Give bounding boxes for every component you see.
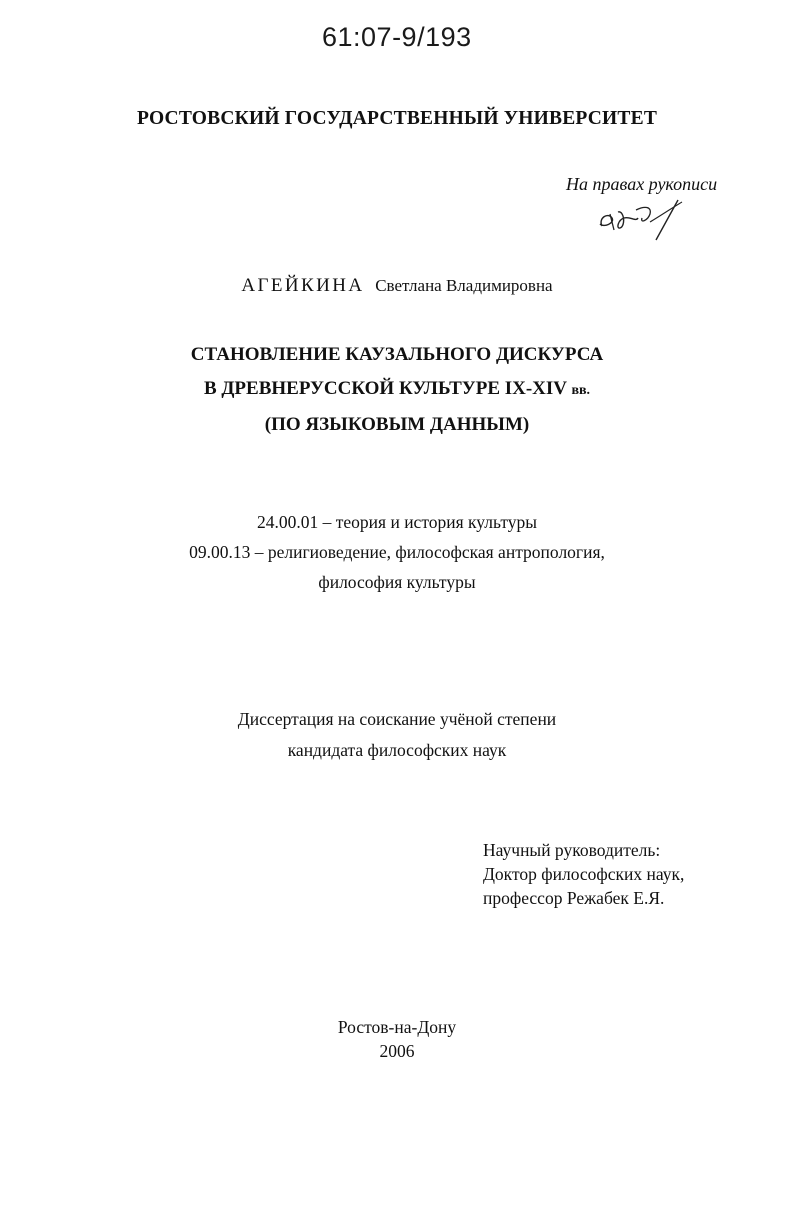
specialty-codes bbox=[0, 507, 794, 597]
degree-line: Диссертация на соискание учёной степени bbox=[237, 709, 557, 729]
supervisor-line: Научный руководитель: bbox=[483, 840, 661, 860]
author-name bbox=[0, 275, 794, 297]
degree-statement bbox=[0, 704, 794, 766]
supervisor-line: Доктор философских наук, bbox=[483, 864, 685, 884]
author-surname: АГЕЙКИНА bbox=[241, 275, 365, 296]
title-line-2-main: В ДРЕВНЕРУССКОЙ КУЛЬТУРЕ IX-XIV bbox=[203, 378, 567, 399]
university-name: РОСТОВСКИЙ ГОСУДАРСТВЕННЫЙ УНИВЕРСИТЕТ bbox=[136, 108, 658, 129]
specialty-line: 09.00.13 – религиоведение, философская антропология, bbox=[189, 542, 605, 562]
author-given-names: Светлана Владимировна bbox=[375, 276, 553, 295]
degree-line: кандидата философских наук bbox=[287, 740, 507, 760]
specialty-line: философия культуры bbox=[318, 572, 476, 592]
year: 2006 bbox=[379, 1041, 415, 1061]
catalog-number: 61:07-9/193 bbox=[322, 22, 472, 52]
supervisor-line: профессор Режабек Е.Я. bbox=[483, 888, 665, 908]
title-line-3: (ПО ЯЗЫКОВЫМ ДАННЫМ) bbox=[264, 414, 530, 435]
place: Ростов-на-Дону bbox=[337, 1017, 457, 1037]
dissertation-title bbox=[0, 338, 794, 442]
title-line-2 bbox=[0, 372, 794, 408]
supervisor-block bbox=[483, 838, 684, 910]
signature-icon bbox=[590, 196, 690, 246]
specialty-line: 24.00.01 – теория и история культуры bbox=[257, 512, 537, 532]
place-and-year bbox=[0, 1015, 794, 1063]
title-line-2-suffix: вв. bbox=[571, 383, 591, 398]
title-line-1: СТАНОВЛЕНИЕ КАУЗАЛЬНОГО ДИСКУРСА bbox=[190, 344, 604, 365]
rights-note: На правах рукописи bbox=[566, 174, 718, 194]
